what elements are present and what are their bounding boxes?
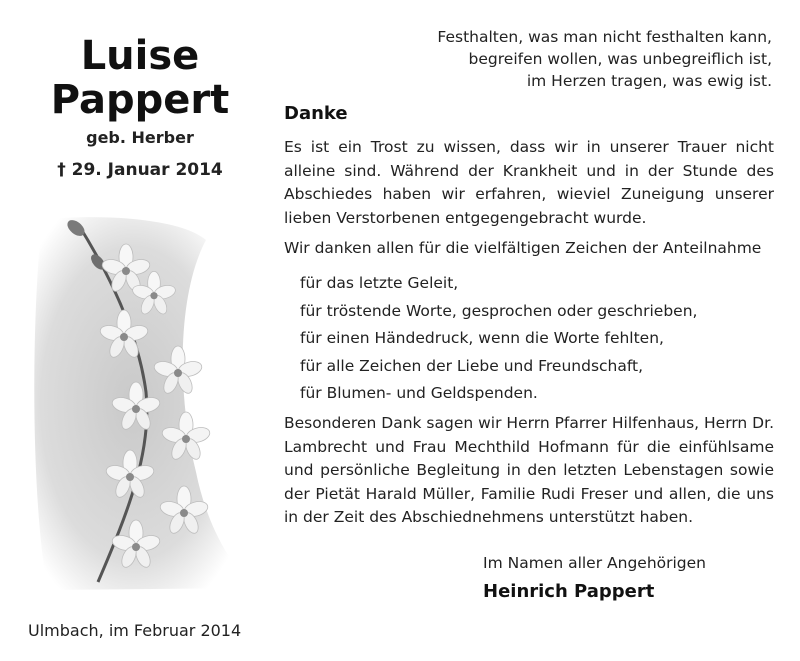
signature-name: Heinrich Pappert xyxy=(483,581,655,602)
motto-line: im Herzen tragen, was ewig ist. xyxy=(526,72,772,90)
last-name: Pappert xyxy=(50,77,230,123)
paragraph-special-thanks: Besonderen Dank sagen wir Herrn Pfarrer Hilfenhaus, Herrn Dr. Lambrecht und Frau Mechthild Hofmann für die einfühlsame und persönliche Begleitung in den letzten Lebenstagen sowie der Pietät Harald Müller, Familie Rudi Freser und allen, die uns in der Zeit des Abschiednehmens unterstützt haben. xyxy=(284,414,774,526)
signature-intro: Im Namen aller Angehörigen xyxy=(483,554,707,572)
place-date: Ulmbach, im Februar 2014 xyxy=(28,621,242,640)
death-date: † 29. Januar 2014 xyxy=(57,160,223,180)
motto-line: begreifen wollen, was unbegreiflich ist, xyxy=(468,50,772,68)
orchid-flowers-icon xyxy=(28,212,260,592)
motto-line: Festhalten, was man nicht festhalten kann, xyxy=(437,28,772,46)
thanks-list xyxy=(300,270,697,408)
motto-verse xyxy=(437,26,772,92)
paragraph-comfort: Es ist ein Trost zu wissen, dass wir in unserer Trauer nicht alleine sind. Während der Krankheit und in der Stunde des Abschiedes haben wir erfahren, wieviel Zuneigung unserer lieben Verstorbenen entgegengebracht wurde. xyxy=(284,138,774,227)
list-item: für das letzte Geleit, xyxy=(300,274,459,292)
list-item: für einen Händedruck, wenn die Worte fehlten, xyxy=(300,329,664,347)
list-item: für tröstende Worte, gesprochen oder geschrieben, xyxy=(300,301,698,320)
birth-name: geb. Herber xyxy=(86,128,194,147)
thanks-heading: Danke xyxy=(284,103,348,124)
first-name: Luise xyxy=(80,33,200,79)
list-item: für alle Zeichen der Liebe und Freundschaft, xyxy=(300,356,644,375)
paragraph-thanks-intro: Wir danken allen für die vielfältigen Zeichen der Anteilnahme xyxy=(284,239,762,257)
list-item: für Blumen- und Geldspenden. xyxy=(300,384,538,402)
